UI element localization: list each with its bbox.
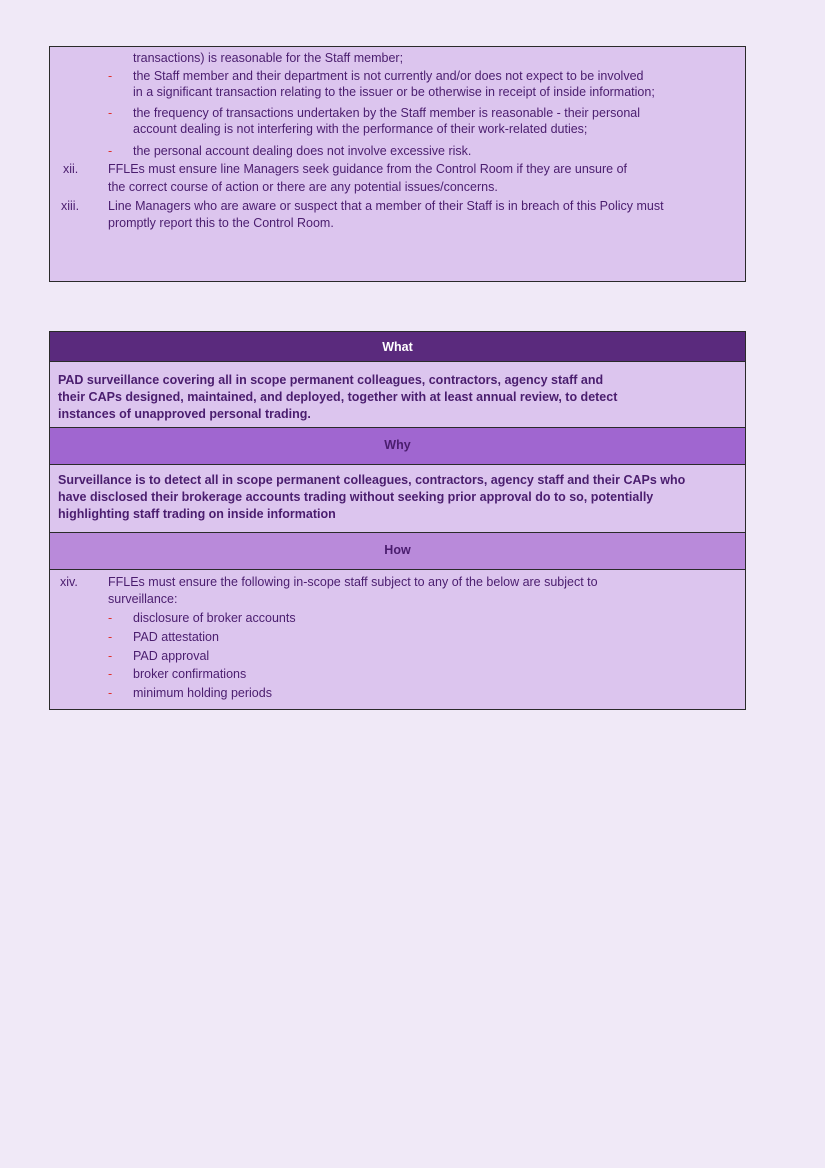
policy-continuation-box [49,46,746,282]
text-line: surveillance: [108,592,178,606]
list-item: minimum holding periods [133,686,272,700]
what-text-line: their CAPs designed, maintained, and deployed, together with at least annual review, to detect [58,390,618,404]
text-line: promptly report this to the Control Room. [108,216,334,230]
why-text-line: highlighting staff trading on inside information [58,507,336,521]
list-item: PAD approval [133,649,210,663]
text-line: Line Managers who are aware or suspect that a member of their Staff is in breach of this Policy must [108,199,664,213]
bullet-dash: - [108,144,113,158]
what-text-line: instances of unapproved personal trading. [58,407,311,421]
text-line: in a significant transaction relating to the issuer or be otherwise in receipt of inside information; [133,85,655,99]
text-line: transactions) is reasonable for the Staff member; [133,51,404,65]
bullet-dash: - [108,611,113,625]
what-header: What [50,332,745,362]
text-line: FFLEs must ensure the following in-scope staff subject to any of the below are subject to [108,575,598,589]
bullet-dash: - [108,106,113,120]
what-why-how-table [49,331,746,710]
bullet-dash: - [108,686,113,700]
item-number: xii. [63,162,79,176]
how-header: How [50,532,745,570]
text-line: the Staff member and their department is not currently and/or does not expect to be involved [133,69,644,83]
why-text-line: Surveillance is to detect all in scope permanent colleagues, contractors, agency staff and their CAPs who [58,473,686,487]
list-item: disclosure of broker accounts [133,611,296,625]
text-line: the personal account dealing does not involve excessive risk. [133,144,472,158]
item-number: xiv. [60,575,78,589]
list-item: PAD attestation [133,630,219,644]
bullet-dash: - [108,667,113,681]
why-header: Why [50,427,745,465]
text-line: account dealing is not interfering with the performance of their work-related duties; [133,122,588,136]
why-text-line: have disclosed their brokerage accounts trading without seeking prior approval do to so, potentially [58,490,654,504]
text-line: the correct course of action or there are any potential issues/concerns. [108,180,498,194]
text-line: FFLEs must ensure line Managers seek guidance from the Control Room if they are unsure of [108,162,628,176]
item-number: xiii. [61,199,80,213]
text-line: the frequency of transactions undertaken by the Staff member is reasonable - their personal [133,106,641,120]
what-text-line: PAD surveillance covering all in scope permanent colleagues, contractors, agency staff and [58,373,604,387]
bullet-dash: - [108,649,113,663]
list-item: broker confirmations [133,667,247,681]
bullet-dash: - [108,630,113,644]
bullet-dash: - [108,69,113,83]
